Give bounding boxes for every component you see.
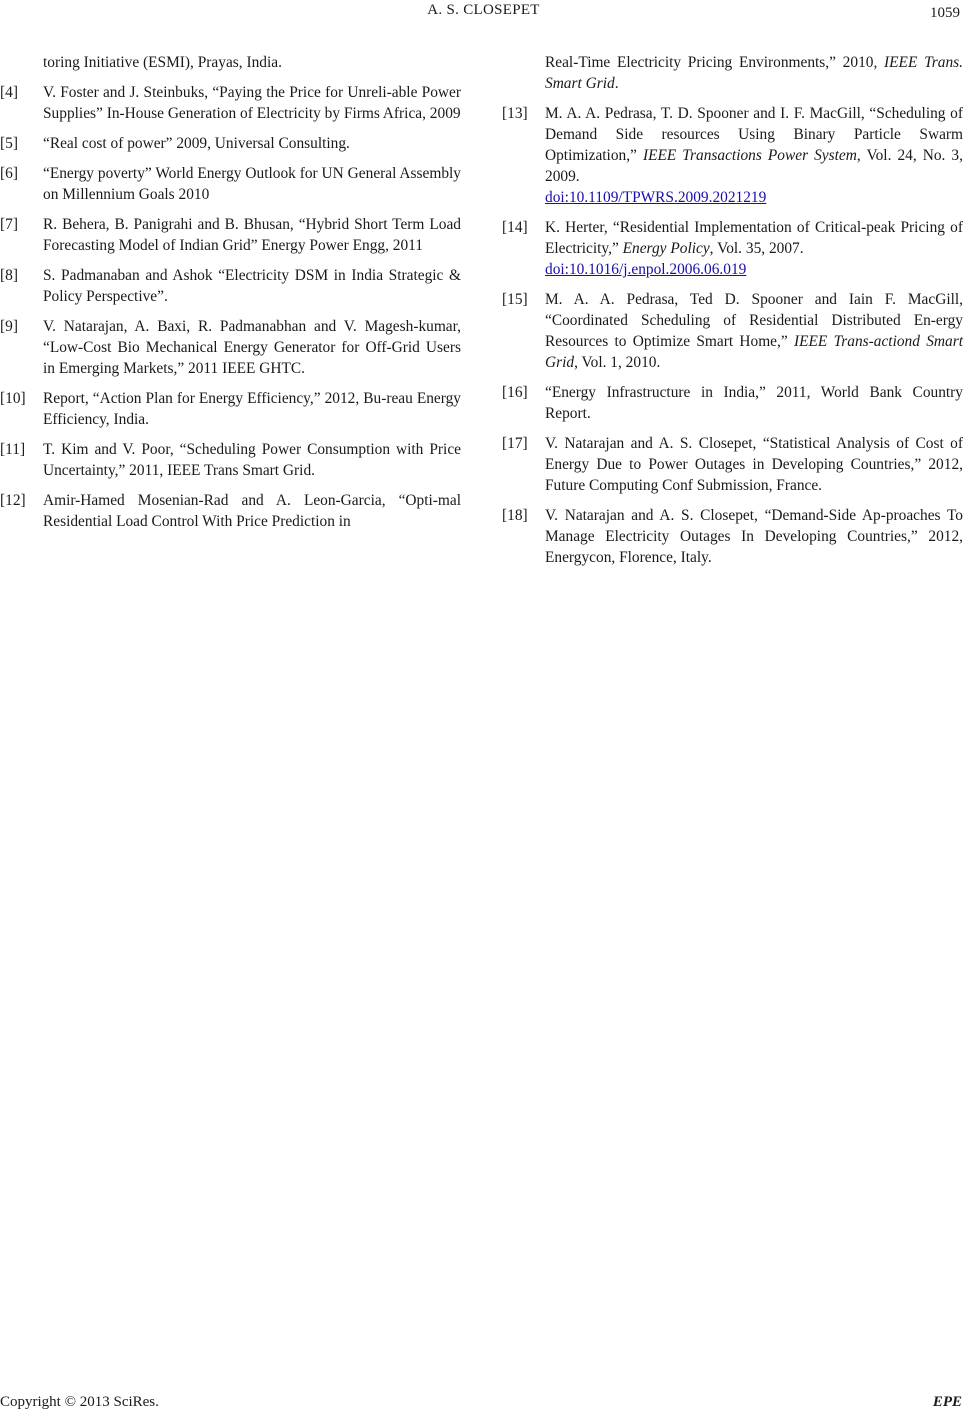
journal-name: IEEE Trans. Smart Grid — [545, 54, 963, 92]
ref-text: V. Natarajan and A. S. Closepet, “Demand-Side Ap-proaches To Manage Electricity Outages In Developing Countries,” 2012, Energycon, Florence, Italy. — [545, 507, 963, 566]
ref-number: [6] — [0, 165, 18, 182]
ref-text: “Energy poverty” World Energy Outlook for UN General Assembly on Millennium Goals 2010 — [43, 165, 461, 203]
ref-text-part: M. A. A. Pedrasa, Ted D. Spooner and Iain F. MacGill, “Coordinated Scheduling of Residential Distributed En-ergy Resources to Optimize Smart Home,” — [545, 291, 963, 350]
ref-text — [545, 52, 963, 94]
doi-link[interactable]: doi:10.1016/j.enpol.2006.06.019 — [545, 261, 747, 278]
ref-text: V. Natarajan, A. Baxi, R. Padmanabhan and V. Magesh-kumar, “Low-Cost Bio Mechanical Energy Generator for Off-Grid Users in Emerging Markets,” 2011 IEEE GHTC. — [43, 318, 461, 377]
ref-text-part: , Vol. 1, 2010. — [574, 354, 661, 371]
ref-number: [18] — [502, 507, 528, 524]
ref-text — [545, 103, 963, 208]
reference-4 — [0, 82, 461, 124]
ref-text-part: , Vol. 35, 2007. — [709, 240, 804, 257]
ref-number: [11] — [0, 441, 26, 458]
reference-18 — [502, 505, 963, 568]
ref-text-part: M. A. A. Pedrasa, T. D. Spooner and I. F. MacGill, “Scheduling of Demand Side resources Using Binary Particle Swarm Optimization,” — [545, 105, 963, 164]
reference-17 — [502, 433, 963, 496]
reference-5 — [0, 133, 461, 154]
reference-13 — [502, 103, 963, 208]
ref-text: Report, “Action Plan for Energy Efficiency,” 2012, Bu-reau Energy Efficiency, India. — [43, 390, 461, 428]
reference-9 — [0, 316, 461, 379]
ref-number: [14] — [502, 219, 528, 236]
ref-number: [10] — [0, 390, 26, 407]
ref-text-part: , Vol. 24, No. 3, 2009. — [545, 147, 963, 185]
ref-text-part: Real-Time Electricity Pricing Environments,” 2010, — [545, 54, 885, 71]
ref-number: [4] — [0, 84, 18, 101]
footer-copyright: Copyright © 2013 SciRes. — [0, 1394, 159, 1410]
ref-number: [17] — [502, 435, 528, 452]
ref-text-part: . — [614, 75, 619, 92]
ref-text: T. Kim and V. Poor, “Scheduling Power Consumption with Price Uncertainty,” 2011, IEEE Trans Smart Grid. — [43, 441, 461, 479]
reference-6 — [0, 163, 461, 205]
reference-10 — [0, 388, 461, 430]
ref-text — [545, 289, 963, 373]
ref-text: Amir-Hamed Mosenian-Rad and A. Leon-Garcia, “Opti-mal Residential Load Control With Price Prediction in — [43, 492, 461, 530]
ref-text: S. Padmanaban and Ashok “Electricity DSM in India Strategic & Policy Perspective”. — [43, 267, 461, 305]
footer-journal-abbrev: EPE — [932, 1394, 962, 1410]
journal-name: IEEE Transactions Power System — [642, 147, 857, 164]
reference-12 — [0, 490, 461, 532]
ref-number: [8] — [0, 267, 18, 284]
reference-8 — [0, 265, 461, 307]
ref-number: [15] — [502, 291, 528, 308]
right-column — [502, 52, 963, 577]
reference-15 — [502, 289, 963, 373]
ref-number: [16] — [502, 384, 528, 401]
doi-link[interactable]: doi:10.1109/TPWRS.2009.2021219 — [545, 189, 767, 206]
ref-text: “Energy Infrastructure in India,” 2011, World Bank Country Report. — [545, 384, 963, 422]
ref-number: [9] — [0, 318, 18, 335]
ref-number: [7] — [0, 216, 18, 233]
journal-name: IEEE Trans-actiond Smart Grid — [545, 333, 963, 371]
ref-text: “Real cost of power” 2009, Universal Consulting. — [43, 135, 350, 152]
ref-text: toring Initiative (ESMI), Prayas, India. — [43, 54, 282, 71]
reference-7 — [0, 214, 461, 256]
page-number: 1059 — [930, 5, 960, 21]
ref-text: V. Natarajan and A. S. Closepet, “Statistical Analysis of Cost of Energy Due to Power Outages in Developing Countries,” 2012, Future Computing Conf Submission, France. — [545, 435, 963, 494]
ref-text-part: K. Herter, “Residential Implementation of Critical-peak Pricing of Electricity,” — [545, 219, 963, 257]
ref-12-continuation — [502, 52, 963, 94]
ref-text: V. Foster and J. Steinbuks, “Paying the Price for Unreli-able Power Supplies” In-House Generation of Electricity by Firms Africa, 2009 — [43, 84, 461, 122]
journal-name: Energy Policy — [622, 240, 710, 257]
reference-14 — [502, 217, 963, 280]
running-header-author: A. S. CLOSEPET — [427, 2, 540, 18]
ref-number: [12] — [0, 492, 26, 509]
reference-16 — [502, 382, 963, 424]
ref-number: [13] — [502, 105, 528, 122]
left-column — [0, 52, 461, 541]
ref-text — [545, 217, 963, 280]
ref-number: [5] — [0, 135, 18, 152]
reference-11 — [0, 439, 461, 481]
ref-text: R. Behera, B. Panigrahi and B. Bhusan, “Hybrid Short Term Load Forecasting Model of Indian Grid” Energy Power Engg, 2011 — [43, 216, 461, 254]
ref-3-continuation — [0, 52, 461, 73]
